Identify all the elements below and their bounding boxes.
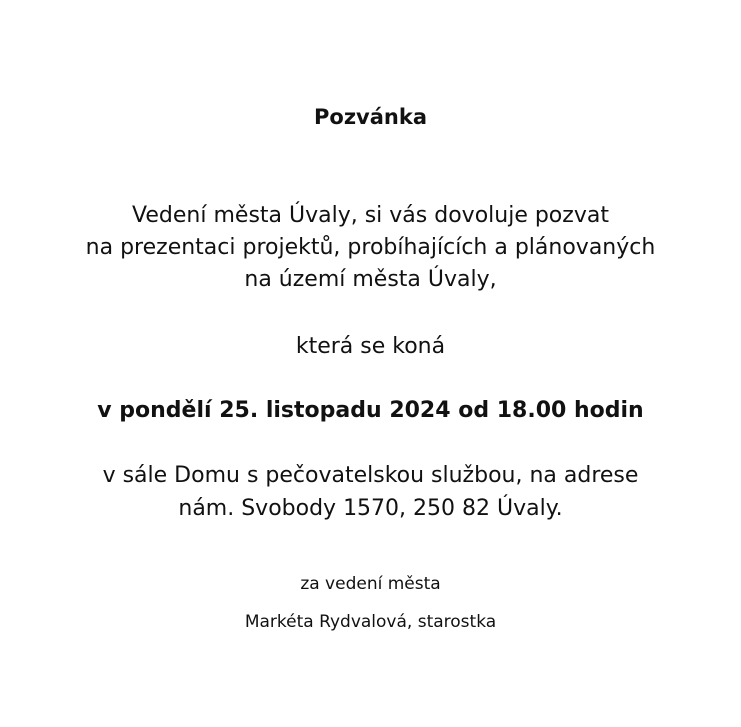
location-line-1: v sále Domu s pečovatelskou službou, na adrese: [102, 463, 639, 488]
intro-line-2: na prezentaci projektů, probíhajících a plánovaných: [85, 235, 656, 260]
event-date-time: v pondělí 25. listopadu 2024 od 18.00 hodin: [97, 398, 644, 423]
event-intro: která se koná: [295, 334, 446, 359]
intro-line-3: na území města Úvaly,: [244, 267, 497, 292]
invitation-title: Pozvánka: [314, 105, 427, 129]
signature-intro: za vedení města: [300, 574, 441, 594]
signature-name: Markéta Rydvalová, starostka: [244, 612, 497, 632]
intro-line-1: Vedení města Úvaly, si vás dovoluje pozvat: [132, 203, 609, 228]
location-line-2: nám. Svobody 1570, 250 82 Úvaly.: [178, 496, 563, 521]
